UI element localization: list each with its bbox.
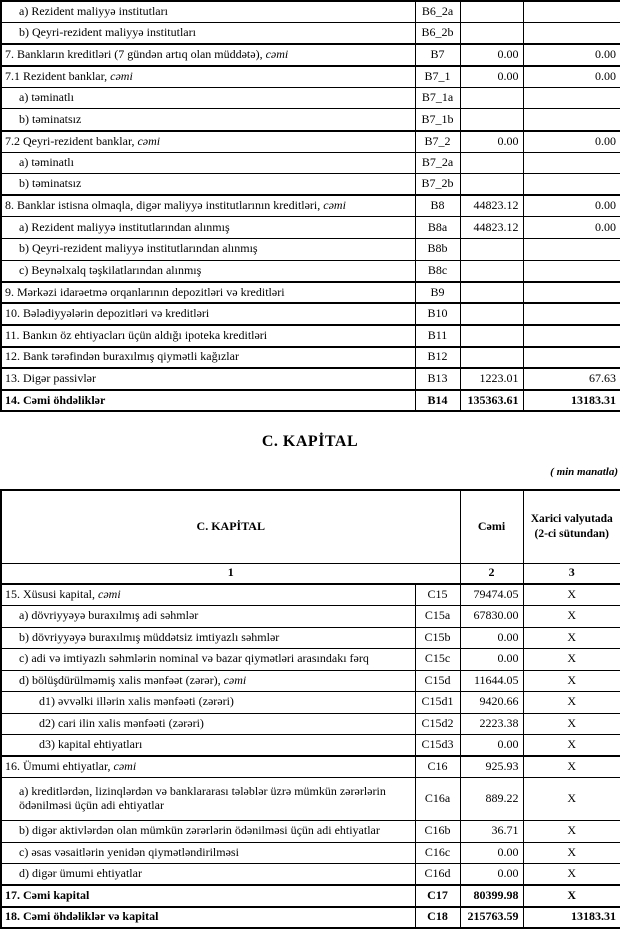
row-code: B14 [415,390,460,412]
table-row [1,195,620,217]
row-label-text: a) Rezident maliyyə institutları [19,4,168,19]
row-code: B8b [415,239,460,261]
column-index-row [1,563,620,584]
row-label [1,842,415,864]
row-fx-value [523,1,620,23]
row-fx-value: 0.00 [523,44,620,66]
row-total-value: 2223.38 [460,713,523,735]
row-code: C16b [415,821,460,843]
row-label [1,303,415,325]
liabilities-table-body [1,1,620,411]
row-label-text: 10. Bələdiyyələrin depozitləri və kreditləri [5,306,210,321]
row-label [1,584,415,606]
table-row [1,606,620,628]
row-code: C15d1 [415,692,460,714]
row-total-value [460,109,523,131]
row-label-text: b) təminatsız [19,111,82,126]
row-code: B7 [415,44,460,66]
column-index-1: 1 [1,563,460,584]
row-total-value: 9420.66 [460,692,523,714]
row-code: C16 [415,756,460,778]
row-label [1,347,415,369]
capital-header-fx [523,490,620,563]
row-code: B10 [415,303,460,325]
row-fx-value: X [523,627,620,649]
row-label-text: 7.2 Qeyri-rezident banklar, [5,133,138,148]
row-code: C15d2 [415,713,460,735]
row-label-text: 12. Bank tərəfindən buraxılmış qiymətli kağızlar [5,349,239,364]
row-fx-value: X [523,864,620,886]
row-label-italic-suffix: cəmi [137,133,161,148]
row-total-value [460,23,523,45]
row-total-value: 0.00 [460,44,523,66]
table-row [1,627,620,649]
row-label [1,174,415,196]
row-total-value: 80399.98 [460,885,523,907]
row-label-text: a) kreditlərdən, lizinqlərdən və banklararası tələblər üzrə mümkün zərərlərin ödənilməsi üçün adi ehtiyatlar [19,784,386,812]
row-code: B7_2b [415,174,460,196]
row-label-italic-suffix: cəmi [323,198,346,213]
row-code: C18 [415,907,460,929]
table-row [1,152,620,174]
row-label [1,670,415,692]
row-fx-value [523,23,620,45]
table-row [1,390,620,412]
row-label-text: b) dövriyyəyə buraxılmış müddətsiz imtiyazlı səhmlər [19,629,280,644]
row-total-value: 889.22 [460,778,523,821]
row-label [1,282,415,304]
row-label-text: a) Rezident maliyyə institutlarından alınmış [19,219,230,234]
row-code: C16d [415,864,460,886]
row-total-value [460,282,523,304]
row-total-value [460,152,523,174]
row-label-italic-suffix: cəmi [265,47,289,62]
row-label [1,627,415,649]
table-row [1,239,620,261]
row-code: B8a [415,217,460,239]
row-total-value: 79474.05 [460,584,523,606]
row-code: C16c [415,842,460,864]
row-label [1,109,415,131]
row-label-text: 9. Mərkəzi idarəetmə orqanlarının depozitləri və kreditləri [5,284,285,299]
row-label-text: 7. Bankların kreditləri (7 gündən artıq olan müddətə), [5,47,266,62]
row-total-value: 67830.00 [460,606,523,628]
row-label-text: d3) kapital ehtiyatları [39,737,143,752]
row-fx-value: X [523,735,620,757]
row-label [1,606,415,628]
row-code: C15 [415,584,460,606]
row-code: C15d [415,670,460,692]
row-label-text: d) bölüşdürülməmiş xalis mənfəət (zərər), [19,672,224,687]
row-label [1,821,415,843]
table-row [1,584,620,606]
row-fx-value [523,347,620,369]
row-label-text: 7.1 Rezident banklar, [5,68,111,83]
row-label-text: 14. Cəmi öhdəliklər [5,392,106,407]
row-label-text: a) dövriyyəyə buraxılmış adi səhmlər [19,608,199,623]
row-fx-value: X [523,584,620,606]
row-label [1,152,415,174]
row-label [1,44,415,66]
row-fx-value: 0.00 [523,195,620,217]
row-label [1,735,415,757]
table-row [1,692,620,714]
row-code: C15c [415,649,460,671]
column-index-3: 3 [523,563,620,584]
row-label-italic-suffix: cəmi [110,68,133,83]
row-fx-value: 0.00 [523,217,620,239]
row-code: B6_2b [415,23,460,45]
table-row [1,864,620,886]
capital-header-fx-line2: (2-ci sütundan) [534,527,609,540]
row-code: C15d3 [415,735,460,757]
table-row [1,907,620,929]
row-total-value: 0.00 [460,66,523,88]
row-fx-value [523,174,620,196]
table-row [1,347,620,369]
table-row [1,217,620,239]
row-label [1,390,415,412]
row-label [1,368,415,390]
row-label [1,195,415,217]
liabilities-table [0,0,620,412]
row-fx-value [523,325,620,347]
row-fx-value: X [523,778,620,821]
row-total-value: 0.00 [460,649,523,671]
row-total-value: 11644.05 [460,670,523,692]
row-fx-value: 13183.31 [523,390,620,412]
row-label [1,692,415,714]
row-fx-value [523,303,620,325]
row-fx-value [523,152,620,174]
column-index-2: 2 [460,563,523,584]
row-code: B9 [415,282,460,304]
row-label [1,325,415,347]
table-row [1,109,620,131]
row-label [1,713,415,735]
row-total-value: 0.00 [460,864,523,886]
row-label-text: 8. Banklar istisna olmaqla, digər maliyyə institutlarının kreditləri, [5,198,324,213]
row-label-italic-suffix: cəmi [223,672,247,687]
row-fx-value: 0.00 [523,66,620,88]
table-row [1,325,620,347]
row-code: B8 [415,195,460,217]
row-fx-value: X [523,649,620,671]
row-code: B8c [415,260,460,282]
table-row [1,174,620,196]
table-row [1,23,620,45]
row-code: B6_2a [415,1,460,23]
capital-header-row [1,490,620,563]
row-label [1,131,415,153]
row-label-text: d2) cari ilin xalis mənfəəti (zərəri) [39,715,204,730]
row-label [1,217,415,239]
row-total-value: 44823.12 [460,217,523,239]
row-total-value: 44823.12 [460,195,523,217]
row-fx-value: 67.63 [523,368,620,390]
table-row [1,735,620,757]
table-row [1,368,620,390]
row-label [1,907,415,929]
row-code: C16a [415,778,460,821]
row-code: B12 [415,347,460,369]
row-label [1,885,415,907]
row-code: B11 [415,325,460,347]
capital-header-total: Cəmi [460,490,523,563]
row-fx-value: X [523,670,620,692]
row-fx-value: 13183.31 [523,907,620,929]
row-label-text: d1) əvvəlki illərin xalis mənfəəti (zərəri) [39,694,234,709]
row-total-value: 215763.59 [460,907,523,929]
row-label [1,23,415,45]
row-code: C17 [415,885,460,907]
row-label-text: 17. Cəmi kapital [5,887,90,902]
row-label [1,756,415,778]
row-total-value [460,347,523,369]
row-label-text: a) təminatlı [19,155,74,170]
row-fx-value: X [523,756,620,778]
row-fx-value: X [523,692,620,714]
table-row [1,821,620,843]
capital-table-body [1,490,620,928]
row-label-text: a) təminatlı [19,90,74,105]
row-label [1,239,415,261]
row-label-text: 13. Digər passivlər [5,370,96,385]
row-label-text: b) Qeyri-rezident maliyyə institutlarından alınmış [19,241,258,256]
row-label-text: b) təminatsız [19,176,82,191]
table-row [1,778,620,821]
row-total-value [460,87,523,109]
row-fx-value [523,109,620,131]
row-code: C15b [415,627,460,649]
table-row [1,87,620,109]
row-label-text: 18. Cəmi öhdəliklər və kapital [5,909,159,924]
table-row [1,66,620,88]
row-fx-value [523,260,620,282]
row-total-value: 0.00 [460,842,523,864]
section-title: C. KAPİTAL [261,433,359,450]
table-row [1,44,620,66]
row-label [1,66,415,88]
row-code: C15a [415,606,460,628]
row-total-value [460,1,523,23]
row-label [1,649,415,671]
row-total-value: 1223.01 [460,368,523,390]
row-total-value [460,260,523,282]
unit-note: ( min manatla) [550,466,618,478]
row-total-value: 0.00 [460,735,523,757]
row-total-value [460,325,523,347]
row-label-text: 15. Xüsusi kapital, [5,587,98,602]
row-total-value [460,174,523,196]
table-row [1,885,620,907]
row-fx-value [523,239,620,261]
table-row [1,260,620,282]
row-total-value: 0.00 [460,131,523,153]
row-label-text: c) əsas vəsaitlərin yenidən qiymətləndirilməsi [19,844,239,859]
row-fx-value: X [523,885,620,907]
table-row [1,131,620,153]
row-label-italic-suffix: cəmi [98,587,121,602]
row-label-text: 16. Ümumi ehtiyatlar, [5,759,114,774]
row-label-text: b) digər aktivlərdən olan mümkün zərərlərin ödənilməsi üçün adi ehtiyatlar [19,823,380,838]
row-code: B7_1b [415,109,460,131]
row-total-value: 36.71 [460,821,523,843]
row-total-value: 925.93 [460,756,523,778]
row-code: B13 [415,368,460,390]
row-label [1,1,415,23]
row-total-value: 0.00 [460,627,523,649]
row-fx-value [523,87,620,109]
capital-header-fx-line1: Xarici valyutada [530,512,613,525]
table-row [1,1,620,23]
row-label-text: c) Beynəlxalq təşkilatlarından alınmış [19,262,202,277]
row-label [1,260,415,282]
table-row [1,756,620,778]
row-label-text: d) digər ümumi ehtiyatlar [19,866,142,881]
row-fx-value: X [523,821,620,843]
capital-table [0,489,620,929]
row-total-value: 135363.61 [460,390,523,412]
table-row [1,713,620,735]
row-total-value [460,239,523,261]
capital-header-title: C. KAPİTAL [1,490,460,563]
row-fx-value: X [523,606,620,628]
row-label-text: b) Qeyri-rezident maliyyə institutları [19,25,196,40]
table-row [1,649,620,671]
row-label-italic-suffix: cəmi [113,759,137,774]
row-fx-value: X [523,842,620,864]
row-label [1,864,415,886]
table-row [1,670,620,692]
row-label [1,87,415,109]
row-fx-value: 0.00 [523,131,620,153]
row-code: B7_2 [415,131,460,153]
row-total-value [460,303,523,325]
row-label-text: c) adi və imtiyazlı səhmlərin nominal və bazar qiymətləri arasındakı fərq [19,651,369,666]
row-code: B7_1a [415,87,460,109]
row-code: B7_1 [415,66,460,88]
row-label-text: 11. Bankın öz ehtiyacları üçün aldığı ipoteka kreditləri [5,327,268,342]
row-label [1,778,415,821]
row-code: B7_2a [415,152,460,174]
table-row [1,842,620,864]
row-fx-value: X [523,713,620,735]
row-fx-value [523,282,620,304]
table-row [1,303,620,325]
table-row [1,282,620,304]
